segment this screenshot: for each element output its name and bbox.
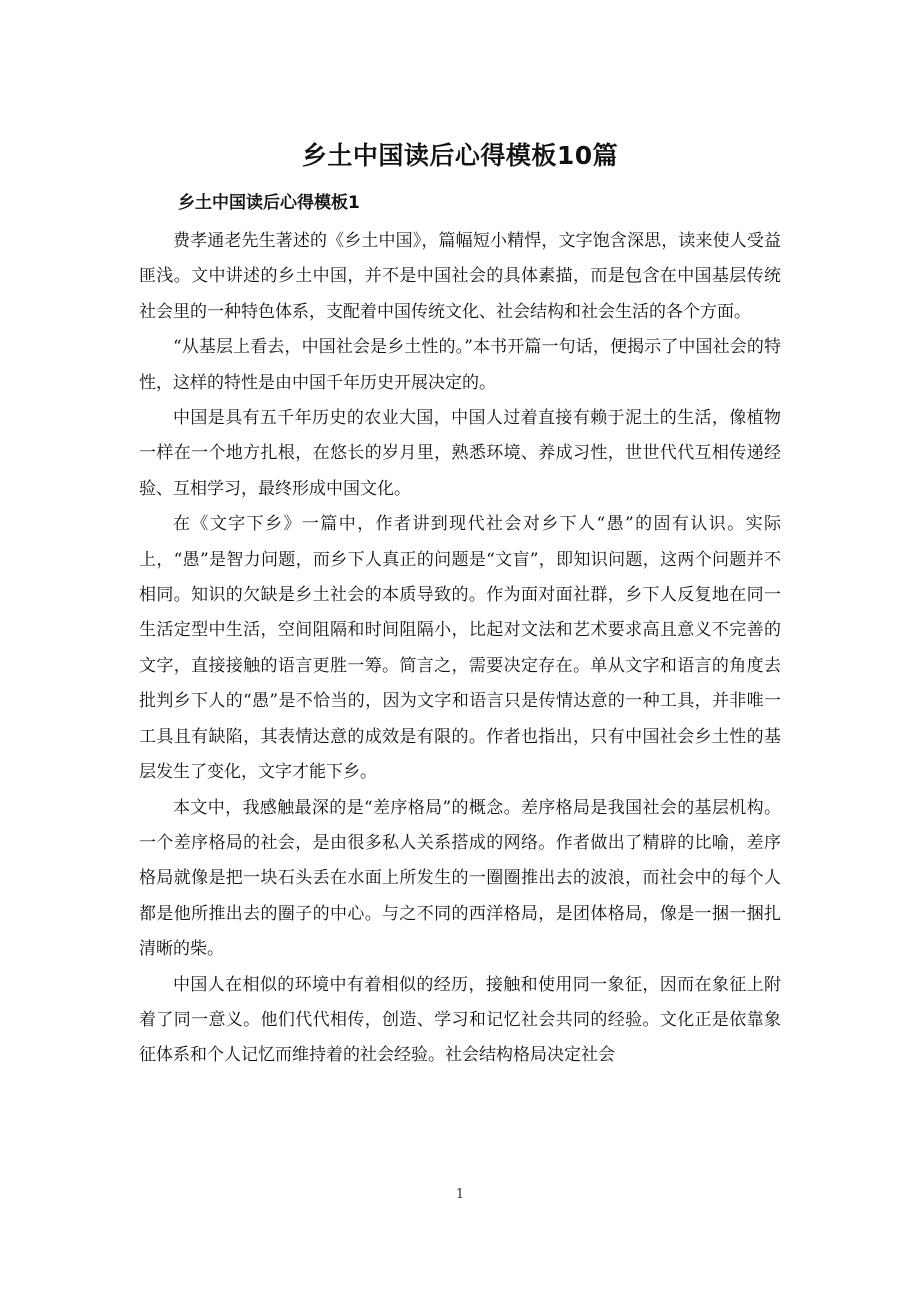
paragraph-4: 在《文字下乡》一篇中，作者讲到现代社会对乡下人“愚”的固有认识。实际上，“愚”是智力问题，而乡下人真正的问题是“文盲”，即知识问题，这两个问题并不相同。知识的欠缺是乡土社会的本质导致的。作为面对面社群，乡下人反复地在同一生活定型中生活，空间阻隔和时间阻隔小，比起对文法和艺术要求高且意义不完善的文字，直接接触的语言更胜一筹。简言之，需要决定存在。单从文字和语言的角度去批判乡下人的“愚”是不恰当的，因为文字和语言只是传情达意的一种工具，并非唯一工具且有缺陷，其表情达意的成效是有限的。作者也指出，只有中国社会乡土性的基层发生了变化，文字才能下乡。 <box>139 514 781 783</box>
section-heading: 乡土中国读后心得模板1 <box>178 193 360 213</box>
page-number: 1 <box>455 1187 465 1202</box>
document-body <box>139 224 781 1074</box>
paragraph-5: 本文中，我感触最深的是“差序格局”的概念。差序格局是我国社会的基层机构。一个差序格局的社会，是由很多私人关系搭成的网络。作者做出了精辟的比喻，差序格局就像是把一块石头丢在水面上所发生的一圈圈推出去的波浪，而社会中的每个人都是他所推出去的圈子的中心。与之不同的西洋格局，是团体格局，像是一捆一捆扎清晰的柴。 <box>139 797 781 960</box>
paragraph-1: 费孝通老先生著述的《乡土中国》，篇幅短小精悍，文字饱含深思，读来使人受益匪浅。文中讲述的乡土中国，并不是中国社会的具体素描，而是包含在中国基层传统社会里的一种特色体系，支配着中国传统文化、社会结构和社会生活的各个方面。 <box>139 231 781 322</box>
paragraph-6: 中国人在相似的环境中有着相似的经历，接触和使用同一象征，因而在象征上附着了同一意义。他们代代相传，创造、学习和记忆社会共同的经验。文化正是依靠象征体系和个人记忆而维持着的社会经验。社会结构格局决定社会 <box>139 974 781 1066</box>
paragraph-2: “从基层上看去，中国社会是乡土性的。”本书开篇一句话，便揭示了中国社会的特性，这样的特性是由中国千年历史开展决定的。 <box>139 337 781 393</box>
paragraph-3: 中国是具有五千年历史的农业大国，中国人过着直接有赖于泥土的生活，像植物一样在一个地方扎根，在悠长的岁月里，熟悉环境、养成习性，世世代代互相传递经验、互相学习，最终形成中国文化。 <box>139 408 781 499</box>
document-title: 乡土中国读后心得模板10篇 <box>301 141 619 170</box>
